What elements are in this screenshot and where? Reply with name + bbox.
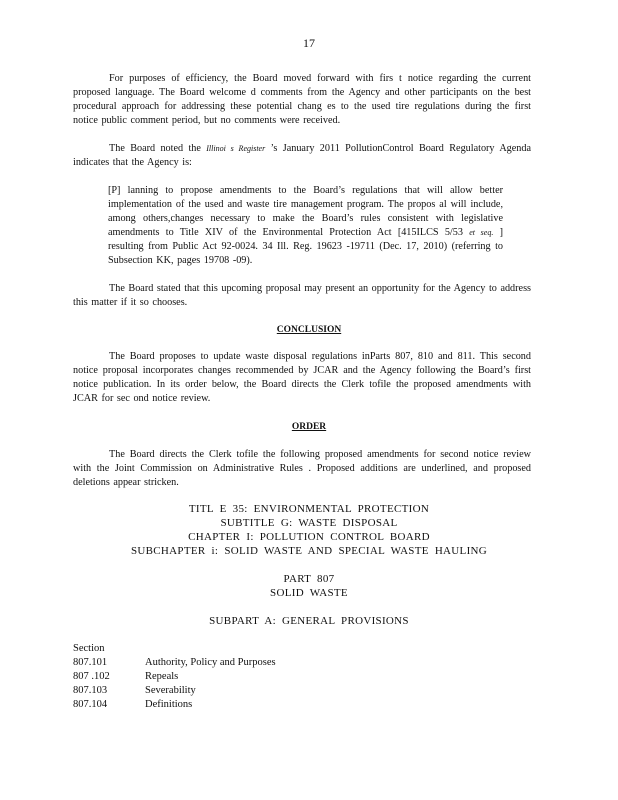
page-number: 17 xyxy=(303,36,315,50)
toc-section-title: Authority, Policy and Purposes xyxy=(145,657,276,668)
conclusion-heading: CONCLUSION xyxy=(276,325,342,335)
part-number: PART 807 xyxy=(283,573,335,585)
title-line-1: TITL E 35: ENVIRONMENTAL PROTECTION xyxy=(188,503,430,515)
et-seq-italic: et seq. xyxy=(469,228,494,237)
block-quote-text-a: [P] lanning to propose amendments to the Board’s regulations that will allow better implementation of the used and waste tire management program. The propos al will include, among others,changes necessary to make the Board’s rules consistent with legislative amendments to Title XIV of the Environmental Protection Act [415ILCS 5/53 xyxy=(108,185,503,238)
toc-row xyxy=(73,671,373,685)
section-label: Section xyxy=(73,643,105,654)
order-heading: ORDER xyxy=(291,422,327,432)
toc-row xyxy=(73,657,373,671)
paragraph-efficiency xyxy=(73,72,531,128)
title-line-3: CHAPTER I: POLLUTION CONTROL BOARD xyxy=(188,531,430,543)
toc-section-title: Definitions xyxy=(145,699,193,710)
paragraph-register xyxy=(73,142,531,170)
toc-section-title: Repeals xyxy=(145,671,179,682)
toc-section-number: 807.101 xyxy=(73,657,108,668)
paragraph-register-text-a: The Board noted the xyxy=(109,143,207,154)
toc-row xyxy=(73,699,373,713)
block-quote xyxy=(108,184,503,268)
register-italic: Illinoi s Register xyxy=(206,144,266,153)
toc-section-number: 807.103 xyxy=(73,685,108,696)
toc-row xyxy=(73,685,373,699)
subpart-title: SUBPART A: GENERAL PROVISIONS xyxy=(209,615,409,627)
paragraph-conclusion-text: The Board proposes to update waste disposal regulations inParts 807, 810 and 811. This second notice proposal incorporates changes recommended by JCAR and the Agency following the Board’s first notice publication. In its order below, the Board directs the Clerk tofile the proposed amendments with JCAR for sec ond notice review. xyxy=(73,351,531,404)
part-title: SOLID WASTE xyxy=(270,587,348,599)
paragraph-conclusion xyxy=(73,350,531,406)
paragraph-order xyxy=(73,448,531,490)
paragraph-order-text: The Board directs the Clerk tofile the following proposed amendments for second notice review with the Joint Commission on Administrative Rules . Proposed additions are underlined, and proposed deletions appear stricken. xyxy=(73,449,531,488)
toc-section-number: 807.104 xyxy=(73,699,108,710)
paragraph-opportunity-text: The Board stated that this upcoming proposal may present an opportunity for the Agency to address this matter if it so chooses. xyxy=(73,283,531,308)
paragraph-efficiency-text: For purposes of efficiency, the Board moved forward with firs t notice regarding the current proposed language. The Board welcome d comments from the Agency and other participants on the best procedural approach for addressing these potential chang es to the used tire regulations during the first notice public comment period, but no comments were received. xyxy=(73,73,531,126)
paragraph-opportunity xyxy=(73,282,531,310)
title-line-2: SUBTITLE G: WASTE DISPOSAL xyxy=(220,517,398,529)
block-quote-text-b: ] resulting from Public Act 92-0024. 34 Ill. Reg. 19623 -19711 (Dec. 17, 2010) (referring to Subsection KK, pages 19708 -09). xyxy=(108,227,504,266)
title-line-4: SUBCHAPTER i: SOLID WASTE AND SPECIAL WASTE HAULING xyxy=(130,545,488,557)
toc-section-number: 807 .102 xyxy=(73,671,110,682)
paragraph-register-text-b: ’s January 2011 PollutionControl Board Regulatory Agenda indicates that the Agency is: xyxy=(73,143,532,168)
toc-section-title: Severability xyxy=(145,685,196,696)
